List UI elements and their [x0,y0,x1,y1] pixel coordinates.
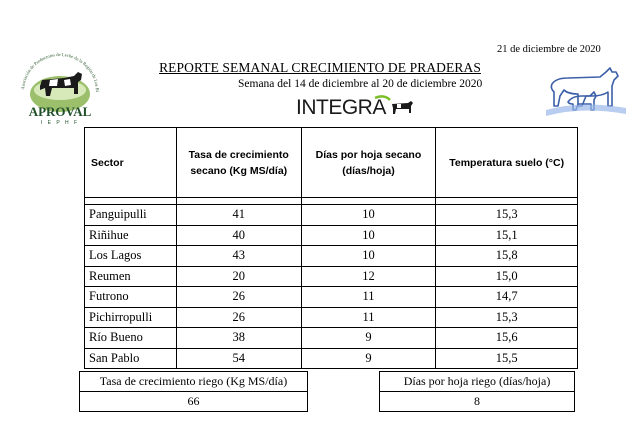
cell-dias: 12 [301,266,436,287]
riego-dias-label: Días por hoja riego (días/hoja) [380,372,575,392]
integra-logo [296,94,414,118]
cell-tasa: 41 [176,205,301,226]
report-date: 21 de diciembre de 2020 [497,44,601,55]
header-tasa-secano: Tasa de crecimiento secano (Kg MS/día) [176,128,301,198]
cow-calf-logo [542,62,630,118]
cell-dias: 10 [301,225,436,246]
table-row [85,307,578,328]
cell-dias: 11 [301,307,436,328]
cell-dias: 10 [301,205,436,226]
cell-sector: Río Bueno [85,328,177,349]
cell-sector: Riñihue [85,225,177,246]
cell-sector: Panguipulli [85,205,177,226]
table-row [85,246,578,267]
cell-dias: 11 [301,287,436,308]
riego-dias-box [379,371,575,412]
riego-dias-value: 8 [380,392,575,412]
table-row [85,225,578,246]
cell-temp: 15,6 [436,328,578,349]
cell-temp: 15,5 [436,348,578,369]
header-temperatura: Temperatura suelo (°C) [436,128,578,198]
table-row [85,328,578,349]
cell-tasa: 43 [176,246,301,267]
table-row [85,266,578,287]
cell-sector: Pichirropulli [85,307,177,328]
table-header-row [85,128,578,198]
aproval-logo [12,42,108,126]
cell-temp: 14,7 [436,287,578,308]
cell-sector: Los Lagos [85,246,177,267]
cell-tasa: 26 [176,307,301,328]
cell-temp: 15,3 [436,307,578,328]
cell-tasa: 38 [176,328,301,349]
report-subtitle: Semana del 14 de diciembre al 20 de diciembre 2020 [238,78,483,90]
riego-tasa-label: Tasa de crecimiento riego (Kg MS/día) [80,372,308,392]
riego-tasa-box [79,371,308,412]
header-sector: Sector [85,128,177,198]
cell-dias: 9 [301,348,436,369]
aproval-sub: I E P H F [40,120,80,126]
aproval-name: APROVAL [28,104,92,119]
cell-temp: 15,0 [436,266,578,287]
cell-tasa: 20 [176,266,301,287]
aproval-ring-text: Asociación de Productores de Leche de la Región de Los Rí [20,52,101,93]
cell-temp: 15,8 [436,246,578,267]
growth-table [84,127,578,369]
integra-text: INTEGRA [296,96,386,118]
header-dias-secano: Días por hoja secano (días/hoja) [301,128,436,198]
cell-tasa: 40 [176,225,301,246]
table-spacer-row [85,198,578,205]
table-row [85,205,578,226]
riego-tasa-value: 66 [80,392,308,412]
cell-tasa: 26 [176,287,301,308]
cell-temp: 15,1 [436,225,578,246]
report-title: REPORTE SEMANAL CRECIMIENTO DE PRADERAS [159,60,481,75]
cell-sector: Futrono [85,287,177,308]
cell-dias: 10 [301,246,436,267]
cell-temp: 15,3 [436,205,578,226]
cell-dias: 9 [301,328,436,349]
cell-sector: Reumen [85,266,177,287]
cell-tasa: 54 [176,348,301,369]
table-row [85,348,578,369]
table-row [85,287,578,308]
cell-sector: San Pablo [85,348,177,369]
